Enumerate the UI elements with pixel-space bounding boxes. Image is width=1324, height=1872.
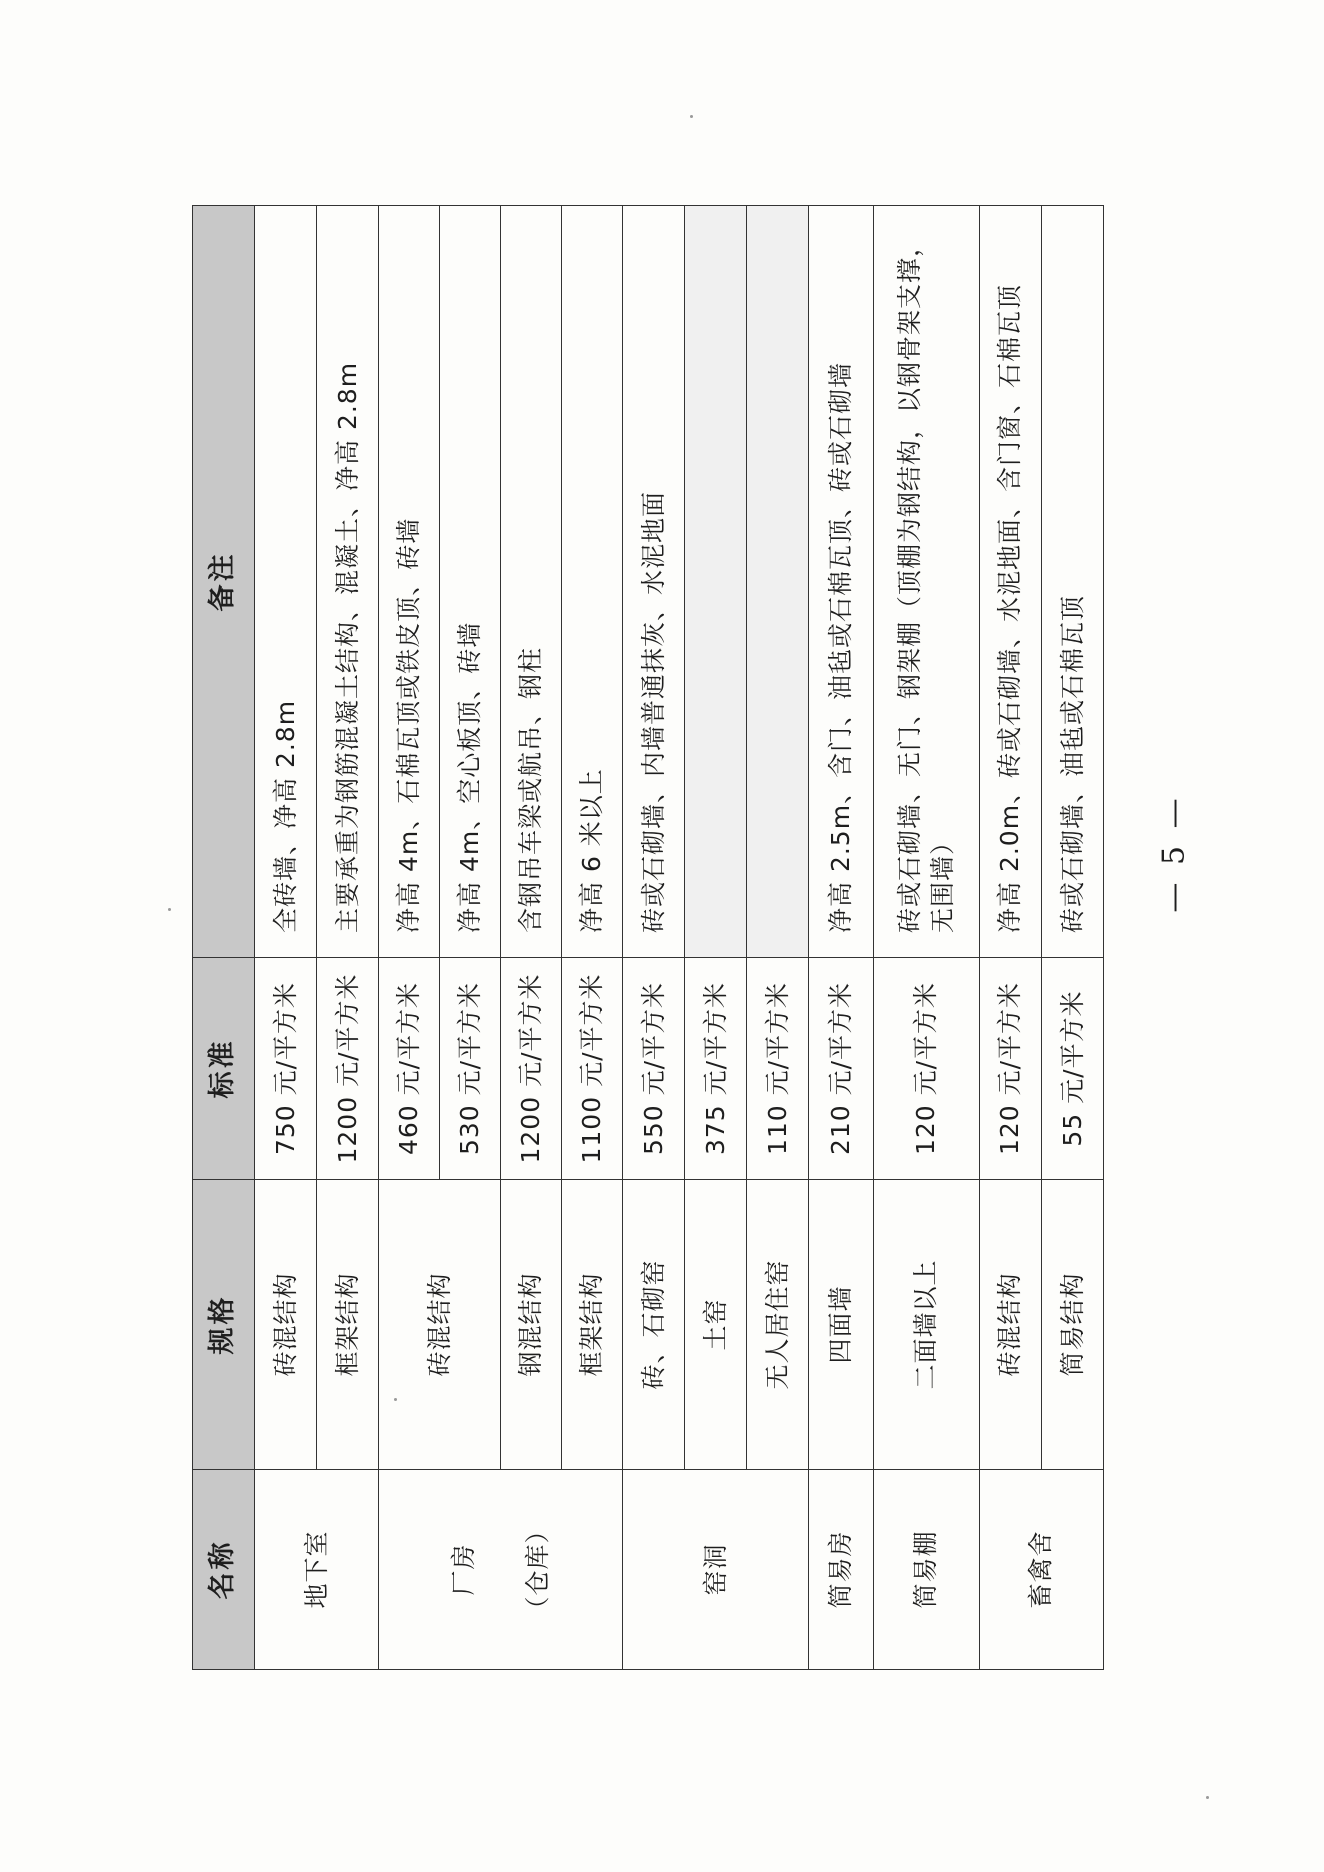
cell-name — [379, 1470, 623, 1670]
cell-notes: 砖或石砌墙、无门、钢架棚（顶棚为钢结构，以钢骨架支撑，无围墙） — [873, 206, 979, 958]
cell-name: 简易房 — [809, 1470, 873, 1670]
cell-standard: 120 元/平方米 — [873, 958, 979, 1180]
cell-standard: 120 元/平方米 — [979, 958, 1041, 1180]
cell-notes: 净高 2.0m、砖或石砌墙、水泥地面、含门窗、石棉瓦顶 — [979, 206, 1041, 958]
cell-spec: 土窑 — [685, 1180, 747, 1470]
cell-spec: 框架结构 — [562, 1180, 623, 1470]
cell-notes: 含钢吊车梁或航吊、钢柱 — [501, 206, 562, 958]
table-row — [873, 206, 979, 1670]
cell-notes — [685, 206, 747, 958]
cell-notes: 净高 4m、石棉瓦顶或铁皮顶、砖墙 — [379, 206, 440, 958]
cell-spec: 框架结构 — [317, 1180, 379, 1470]
cell-standard: 375 元/平方米 — [685, 958, 747, 1180]
cell-name: 简易棚 — [873, 1470, 979, 1670]
table-row — [255, 206, 317, 1670]
scan-speck — [168, 908, 171, 911]
cell-spec: 砖混结构 — [379, 1180, 501, 1470]
rotated-table-wrapper — [192, 206, 1104, 1670]
header-standard: 标准 — [193, 958, 255, 1180]
cell-standard: 1100 元/平方米 — [562, 958, 623, 1180]
page-number: — 5 — — [1156, 794, 1192, 913]
scan-speck — [690, 115, 693, 118]
cell-notes — [747, 206, 809, 958]
cell-notes: 净高 4m、空心板顶、砖墙 — [440, 206, 501, 958]
cell-notes: 净高 6 米以上 — [562, 206, 623, 958]
cell-spec: 钢混结构 — [501, 1180, 562, 1470]
cell-spec: 砖、石砌窑 — [623, 1180, 685, 1470]
table-row — [562, 206, 623, 1670]
cell-name: 地下室 — [255, 1470, 379, 1670]
cell-standard: 110 元/平方米 — [747, 958, 809, 1180]
table-row — [317, 206, 379, 1670]
table-row — [979, 206, 1041, 1670]
cell-name: 窑洞 — [623, 1470, 809, 1670]
table-row — [501, 206, 562, 1670]
table-row — [809, 206, 873, 1670]
header-spec: 规格 — [193, 1180, 255, 1470]
cell-spec: 四面墙 — [809, 1180, 873, 1470]
cell-standard: 530 元/平方米 — [440, 958, 501, 1180]
header-row — [193, 206, 255, 1670]
cell-standard: 1200 元/平方米 — [317, 958, 379, 1180]
cell-notes: 砖或石砌墙、油毡或石棉瓦顶 — [1041, 206, 1103, 958]
table-row — [747, 206, 809, 1670]
table-row — [379, 206, 440, 1670]
cell-spec: 二面墙以上 — [873, 1180, 979, 1470]
cell-name-line2: （仓库） — [522, 1517, 552, 1622]
cell-notes: 砖或石砌墙、内墙普通抹灰、水泥地面 — [623, 206, 685, 958]
cell-standard: 1200 元/平方米 — [501, 958, 562, 1180]
cell-spec: 砖混结构 — [979, 1180, 1041, 1470]
cell-notes: 主要承重为钢筋混凝土结构、混凝土、净高 2.8m — [317, 206, 379, 958]
header-notes: 备注 — [193, 206, 255, 958]
cell-standard: 550 元/平方米 — [623, 958, 685, 1180]
scan-speck — [394, 1398, 397, 1401]
scan-speck — [1206, 1796, 1209, 1799]
cell-spec: 无人居住窑 — [747, 1180, 809, 1470]
table-row — [685, 206, 747, 1670]
cell-standard: 210 元/平方米 — [809, 958, 873, 1180]
cell-spec: 简易结构 — [1041, 1180, 1103, 1470]
cell-standard: 55 元/平方米 — [1041, 958, 1103, 1180]
cell-name-line1: 厂房 — [448, 1543, 478, 1596]
cell-notes: 净高 2.5m、含门、油毡或石棉瓦顶、砖或石砌墙 — [809, 206, 873, 958]
cell-standard: 750 元/平方米 — [255, 958, 317, 1180]
compensation-standards-table — [192, 205, 1104, 1670]
header-name: 名称 — [193, 1470, 255, 1670]
cell-spec: 砖混结构 — [255, 1180, 317, 1470]
cell-standard: 460 元/平方米 — [379, 958, 440, 1180]
cell-name: 畜禽舍 — [979, 1470, 1103, 1670]
table-row — [1041, 206, 1103, 1670]
table-row — [623, 206, 685, 1670]
cell-notes: 全砖墙、净高 2.8m — [255, 206, 317, 958]
